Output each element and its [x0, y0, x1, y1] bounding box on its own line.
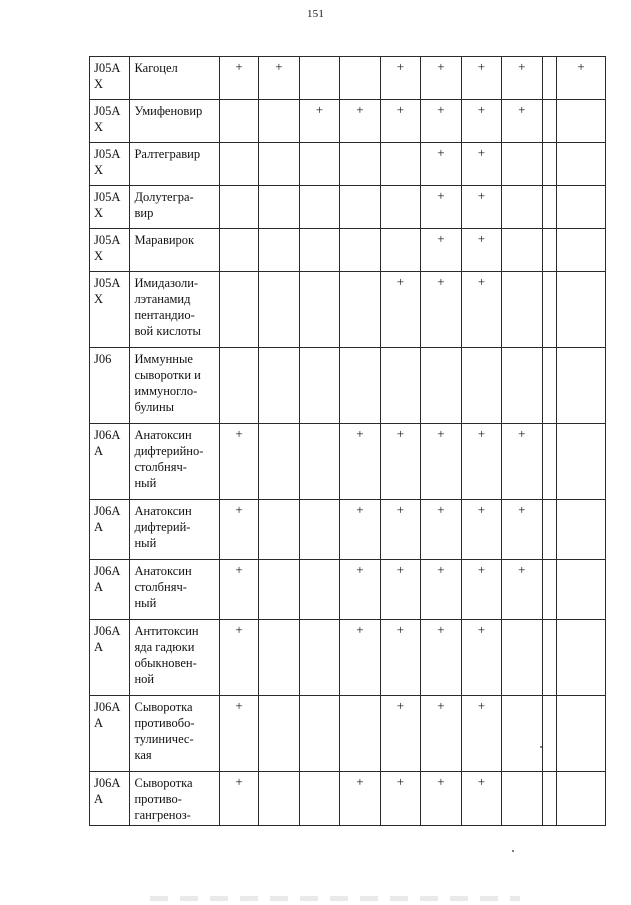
mark-cell [299, 186, 339, 229]
mark-cell [380, 143, 420, 186]
atc-code-cell: J05A X [90, 143, 130, 186]
page-number: 151 [306, 8, 325, 20]
mark-cell: + [502, 100, 542, 143]
mark-cell [542, 348, 557, 424]
table-row [90, 620, 606, 696]
mark-cell: + [421, 620, 461, 696]
mark-cell [299, 424, 339, 500]
drug-name-cell: Кагоцел [130, 57, 219, 100]
mark-cell: + [421, 272, 461, 348]
mark-cell [299, 272, 339, 348]
mark-cell [219, 186, 258, 229]
mark-cell [557, 560, 606, 620]
mark-cell [299, 620, 339, 696]
atc-code-cell: J06A A [90, 696, 130, 772]
mark-cell: + [461, 424, 501, 500]
mark-cell [542, 620, 557, 696]
mark-cell [299, 500, 339, 560]
mark-cell: + [340, 100, 380, 143]
atc-code-cell: J06A A [90, 772, 130, 826]
mark-cell: + [219, 696, 258, 772]
table-row [90, 186, 606, 229]
mark-cell [299, 772, 339, 826]
drug-name-cell: Сыворотка противо- гангреноз- [130, 772, 219, 826]
mark-cell: + [380, 272, 420, 348]
mark-cell: + [421, 772, 461, 826]
mark-cell: + [380, 696, 420, 772]
mark-cell [557, 143, 606, 186]
table-row [90, 696, 606, 772]
mark-cell: + [219, 57, 258, 100]
scan-dot [540, 746, 542, 748]
atc-code-cell: J06A A [90, 500, 130, 560]
mark-cell: + [421, 143, 461, 186]
mark-cell [259, 229, 299, 272]
drug-name-cell: Анатоксин столбняч- ный [130, 560, 219, 620]
mark-cell [557, 696, 606, 772]
mark-cell [557, 272, 606, 348]
mark-cell [502, 272, 542, 348]
mark-cell [259, 500, 299, 560]
mark-cell: + [380, 560, 420, 620]
mark-cell: + [259, 57, 299, 100]
mark-cell: + [340, 424, 380, 500]
mark-cell [340, 143, 380, 186]
mark-cell: + [380, 500, 420, 560]
mark-cell [259, 348, 299, 424]
table-body [90, 57, 606, 826]
mark-cell: + [461, 57, 501, 100]
mark-cell: + [461, 186, 501, 229]
mark-cell: + [502, 57, 542, 100]
mark-cell [380, 186, 420, 229]
mark-cell: + [421, 424, 461, 500]
mark-cell [219, 100, 258, 143]
drug-name-cell: Сыворотка противобо- тулиничес- кая [130, 696, 219, 772]
mark-cell [542, 186, 557, 229]
mark-cell [557, 500, 606, 560]
mark-cell [340, 272, 380, 348]
mark-cell: + [421, 186, 461, 229]
mark-cell [557, 348, 606, 424]
mark-cell [340, 696, 380, 772]
drug-name-cell: Анатоксин дифтерий- ный [130, 500, 219, 560]
scan-dot [512, 850, 514, 852]
table-row [90, 143, 606, 186]
table-row [90, 229, 606, 272]
mark-cell [259, 186, 299, 229]
mark-cell [542, 560, 557, 620]
mark-cell [259, 772, 299, 826]
mark-cell [340, 348, 380, 424]
mark-cell: + [421, 100, 461, 143]
mark-cell [502, 348, 542, 424]
atc-code-cell: J06A A [90, 424, 130, 500]
mark-cell [340, 57, 380, 100]
mark-cell: + [340, 620, 380, 696]
mark-cell [557, 100, 606, 143]
mark-cell: + [421, 696, 461, 772]
mark-cell [219, 143, 258, 186]
mark-cell [557, 772, 606, 826]
mark-cell [259, 100, 299, 143]
mark-cell [542, 143, 557, 186]
mark-cell: + [380, 424, 420, 500]
mark-cell: + [380, 772, 420, 826]
table-row [90, 57, 606, 100]
mark-cell: + [461, 143, 501, 186]
mark-cell: + [502, 424, 542, 500]
mark-cell: + [461, 272, 501, 348]
mark-cell [502, 186, 542, 229]
mark-cell [259, 560, 299, 620]
mark-cell: + [461, 500, 501, 560]
mark-cell: + [380, 620, 420, 696]
drug-name-cell: Антитоксин яда гадюки обыкновен- ной [130, 620, 219, 696]
mark-cell [542, 772, 557, 826]
mark-cell [502, 620, 542, 696]
mark-cell [299, 143, 339, 186]
mark-cell [557, 186, 606, 229]
mark-cell [542, 100, 557, 143]
mark-cell [259, 272, 299, 348]
table-row [90, 100, 606, 143]
drug-name-cell: Долутегра- вир [130, 186, 219, 229]
mark-cell [557, 424, 606, 500]
mark-cell [259, 424, 299, 500]
mark-cell: + [461, 229, 501, 272]
drug-name-cell: Анатоксин дифтерийно- столбняч- ный [130, 424, 219, 500]
mark-cell: + [340, 500, 380, 560]
drug-name-cell: Иммунные сыворотки и иммуногло- булины [130, 348, 219, 424]
mark-cell: + [502, 500, 542, 560]
mark-cell: + [219, 560, 258, 620]
atc-code-cell: J06A A [90, 560, 130, 620]
mark-cell: + [340, 772, 380, 826]
mark-cell [542, 229, 557, 272]
mark-cell: + [299, 100, 339, 143]
mark-cell [299, 348, 339, 424]
mark-cell [219, 272, 258, 348]
mark-cell [259, 143, 299, 186]
mark-cell: + [461, 100, 501, 143]
mark-cell: + [219, 424, 258, 500]
drug-name-cell: Умифеновир [130, 100, 219, 143]
mark-cell: + [380, 57, 420, 100]
mark-cell [542, 57, 557, 100]
mark-cell [219, 229, 258, 272]
mark-cell [219, 348, 258, 424]
drug-table [89, 56, 606, 826]
table-row [90, 500, 606, 560]
mark-cell [299, 229, 339, 272]
mark-cell [380, 229, 420, 272]
mark-cell [502, 143, 542, 186]
mark-cell: + [421, 229, 461, 272]
table-row [90, 424, 606, 500]
mark-cell: + [421, 500, 461, 560]
mark-cell [421, 348, 461, 424]
mark-cell [542, 272, 557, 348]
mark-cell [461, 348, 501, 424]
mark-cell [557, 229, 606, 272]
scan-smudge [150, 896, 520, 901]
mark-cell: + [461, 620, 501, 696]
drug-name-cell: Ралтегравир [130, 143, 219, 186]
drug-name-cell: Маравирок [130, 229, 219, 272]
atc-code-cell: J05A X [90, 272, 130, 348]
mark-cell [542, 696, 557, 772]
mark-cell: + [461, 560, 501, 620]
mark-cell [380, 348, 420, 424]
atc-code-cell: J06A A [90, 620, 130, 696]
atc-code-cell: J05A X [90, 229, 130, 272]
mark-cell: + [219, 620, 258, 696]
atc-code-cell: J05A X [90, 100, 130, 143]
mark-cell [502, 229, 542, 272]
mark-cell [299, 696, 339, 772]
mark-cell: + [421, 57, 461, 100]
atc-code-cell: J05A X [90, 186, 130, 229]
mark-cell [259, 696, 299, 772]
mark-cell [502, 772, 542, 826]
mark-cell: + [380, 100, 420, 143]
mark-cell: + [219, 500, 258, 560]
mark-cell [502, 696, 542, 772]
mark-cell [299, 57, 339, 100]
mark-cell: + [219, 772, 258, 826]
mark-cell [259, 620, 299, 696]
atc-code-cell: J06 [90, 348, 130, 424]
mark-cell [340, 229, 380, 272]
mark-cell [542, 424, 557, 500]
mark-cell: + [340, 560, 380, 620]
drug-name-cell: Имидазоли- лэтанамид пентандио- вой кислоты [130, 272, 219, 348]
mark-cell: + [461, 772, 501, 826]
mark-cell: + [461, 696, 501, 772]
mark-cell: + [557, 57, 606, 100]
table-row [90, 772, 606, 826]
table-row [90, 348, 606, 424]
mark-cell: + [502, 560, 542, 620]
table-row [90, 560, 606, 620]
table-row [90, 272, 606, 348]
mark-cell [542, 500, 557, 560]
mark-cell: + [421, 560, 461, 620]
mark-cell [557, 620, 606, 696]
mark-cell [340, 186, 380, 229]
mark-cell [299, 560, 339, 620]
atc-code-cell: J05A X [90, 57, 130, 100]
